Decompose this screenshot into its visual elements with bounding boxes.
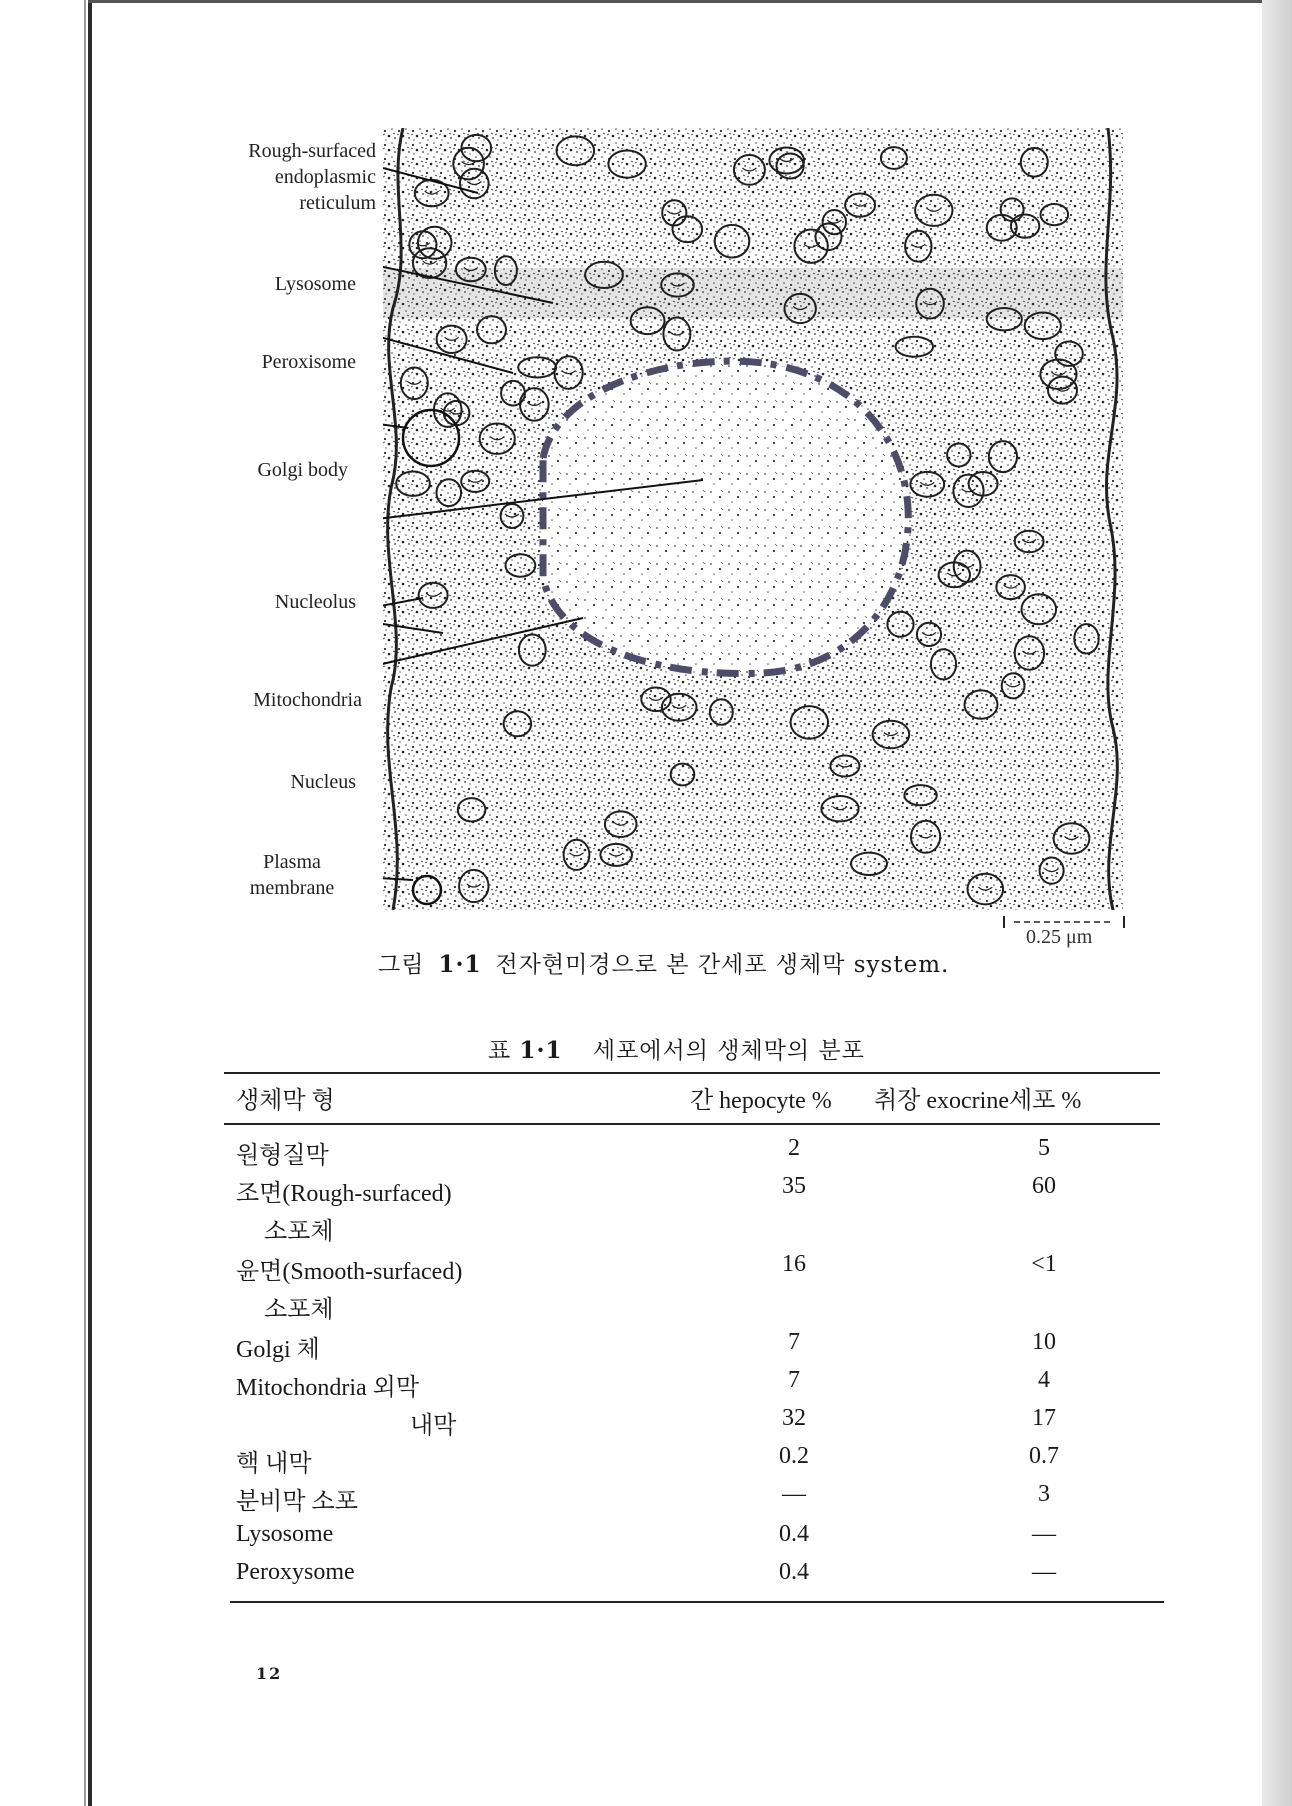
row-name: Peroxysome: [236, 1559, 355, 1585]
page-edge-shadow: [84, 0, 86, 1806]
row-liver: 35: [782, 1173, 806, 1199]
row-name: Golgi 체: [236, 1337, 320, 1363]
table-row: [224, 1251, 1164, 1287]
table-row: [224, 1173, 1164, 1209]
table-row: [224, 1443, 1164, 1479]
header-membrane-type: 생체막 형: [236, 1088, 335, 1114]
row-liver: 7: [788, 1329, 800, 1355]
figure: [383, 128, 1123, 910]
row-name: 분비막 소포: [236, 1489, 358, 1515]
table-row: [224, 1329, 1164, 1365]
label-nucleolus: Nucleolus: [274, 591, 356, 613]
row-name: Mitochondria 외막: [236, 1375, 420, 1401]
row-pancreas: 3: [1038, 1481, 1050, 1507]
row-liver: —: [782, 1481, 806, 1507]
row-pancreas: —: [1032, 1559, 1056, 1585]
caption-prefix: 그림: [378, 952, 425, 978]
table-row: [224, 1135, 1164, 1171]
row-liver: 7: [788, 1367, 800, 1393]
row-liver: 32: [782, 1405, 806, 1431]
header-liver: 간 hepocyte %: [690, 1088, 832, 1114]
row-liver: 0.4: [779, 1559, 809, 1585]
row-pancreas: <1: [1031, 1251, 1057, 1277]
table-title-text: 세포에서의 생체막의 분포: [592, 1038, 865, 1064]
table-top-rule: [224, 1072, 1160, 1074]
table-row: [224, 1405, 1164, 1441]
page-edge-left: [88, 0, 92, 1806]
table-title-prefix: 표: [488, 1038, 512, 1064]
row-name: 조면(Rough-surfaced): [236, 1181, 452, 1207]
row-pancreas: 5: [1038, 1135, 1050, 1161]
row-name: Lysosome: [236, 1521, 334, 1547]
electron-micrograph: [383, 128, 1123, 910]
row-pancreas: 60: [1032, 1173, 1056, 1199]
table-title-number: 1·1: [519, 1037, 563, 1064]
row-name: 윤면(Smooth-surfaced): [236, 1259, 463, 1285]
row-pancreas: —: [1032, 1521, 1056, 1547]
row-liver: 2: [788, 1135, 800, 1161]
table-row: [224, 1367, 1164, 1403]
label-golgi-body: Golgi body: [257, 459, 348, 481]
figure-caption: [378, 946, 963, 979]
page-edge-right: [1262, 0, 1292, 1806]
table-header-rule: [224, 1123, 1160, 1125]
table-row: [224, 1559, 1164, 1595]
row-pancreas: 4: [1038, 1367, 1050, 1393]
header-pancreas: 취장 exocrine세포 %: [874, 1088, 1082, 1114]
row-name: 핵 내막: [236, 1451, 312, 1477]
label-peroxisome: Peroxisome: [261, 351, 356, 373]
label-lysosome: Lysosome: [274, 273, 356, 295]
caption-number: 1·1: [438, 951, 482, 978]
row-pancreas: 0.7: [1029, 1443, 1059, 1469]
row-name: 소포체: [264, 1219, 334, 1245]
table-bottom-rule: [230, 1601, 1164, 1603]
table-row: [224, 1481, 1164, 1517]
caption-text: 전자현미경으로 본 간세포 생체막 system.: [495, 952, 950, 978]
row-pancreas: 17: [1032, 1405, 1056, 1431]
table-title: [488, 1032, 865, 1065]
row-liver: 0.4: [779, 1521, 809, 1547]
table-row: [224, 1289, 1164, 1325]
row-pancreas: 10: [1032, 1329, 1056, 1355]
row-name: 소포체: [264, 1297, 334, 1323]
label-nucleus: Nucleus: [290, 771, 356, 793]
row-name: 내막: [410, 1413, 457, 1439]
row-name: 원형질막: [236, 1143, 329, 1169]
page-edge-top: [88, 0, 1262, 3]
row-liver: 16: [782, 1251, 806, 1277]
label-rough-er: Rough-surfaced endoplasmic reticulum: [248, 140, 376, 214]
page-number: 12: [256, 1664, 283, 1683]
label-plasma-membrane: Plasma membrane: [249, 851, 335, 899]
table-row: [224, 1211, 1164, 1247]
table-row: [224, 1521, 1164, 1557]
scale-label: 0.25 μm: [1026, 926, 1093, 948]
row-liver: 0.2: [779, 1443, 809, 1469]
label-mitochondria: Mitochondria: [253, 689, 362, 711]
